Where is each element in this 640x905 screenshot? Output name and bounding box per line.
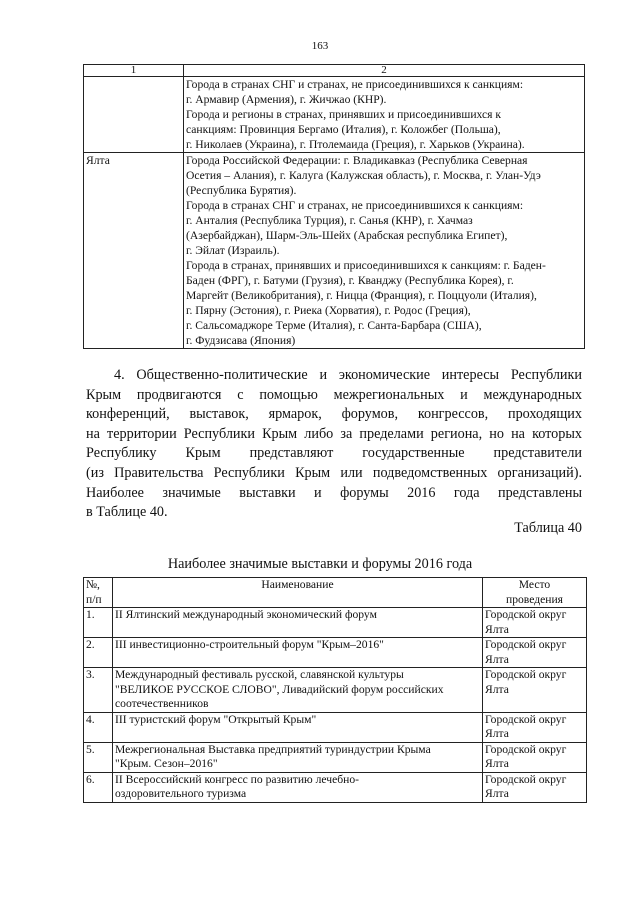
event-place-line: Ялта	[485, 652, 509, 666]
header-name: Наименование	[113, 578, 483, 608]
table-row	[84, 638, 587, 668]
event-place-line: Городской округ	[485, 712, 567, 726]
table-row	[84, 668, 587, 713]
event-name	[113, 772, 483, 802]
city-group-line: г. Сальсомаджоре Терме (Италия), г. Санта-Барбара (США),	[186, 319, 482, 332]
event-name	[113, 712, 483, 742]
event-place-line: Городской округ	[485, 638, 567, 651]
city-group-line: (Азербайджан), Шарм-Эль-Шейх (Арабская республика Египет),	[186, 229, 508, 242]
row-number: 1.	[84, 608, 113, 638]
header-num: №, п/п	[84, 578, 113, 608]
paragraph-line: 4. Общественно-политические и экономические интересы Республики	[114, 367, 582, 383]
event-place-line: Ялта	[485, 622, 509, 636]
paragraph-line: Наиболее значимые выставки и форумы 2016 года представлены	[86, 484, 582, 501]
continued-table	[83, 64, 585, 349]
event-place-line: Городской округ	[485, 742, 567, 756]
city-group-line: г. Николаев (Украина), г. Птолемаида (Греция), г. Харьков (Украина).	[186, 138, 525, 151]
event-name-line: оздоровительного туризма	[115, 787, 247, 800]
table-title: Наиболее значимые выставки и форумы 2016 года	[167, 556, 473, 572]
city-group-line: г. Армавир (Армения), г. Жичжао (КНР).	[186, 93, 387, 106]
event-place	[483, 742, 587, 772]
continued-table-header	[84, 65, 585, 77]
city-group-line: г. Анталия (Республика Турция), г. Санья (КНР), г. Хачмаз	[186, 214, 473, 227]
event-place-line: Городской округ	[485, 668, 567, 681]
paragraph-line: в Таблице 40.	[86, 504, 168, 521]
table-row	[84, 712, 587, 742]
paragraph-line: Республику Крым представляют государственные представители	[86, 445, 582, 462]
header-col-1: 1	[84, 65, 184, 77]
event-name-line: "Крым. Сезон–2016"	[115, 757, 218, 770]
event-name-line: III туристский форум "Открытый Крым"	[115, 712, 317, 726]
events-table-header	[84, 578, 587, 608]
event-place-line: Ялта	[485, 682, 509, 696]
city-group-line: г. Фудзисава (Япония)	[186, 334, 296, 347]
city-group	[186, 107, 582, 152]
event-place-line: Ялта	[485, 787, 509, 800]
city-group	[186, 153, 582, 198]
row-number: 6.	[84, 772, 113, 802]
city-group-line: (Республика Бурятия).	[186, 184, 297, 197]
cities-cell	[184, 77, 585, 153]
events-table	[83, 577, 587, 803]
body-paragraph	[86, 366, 582, 523]
city-group-line: Города и регионы в странах, принявших и присоединившихся к	[186, 108, 502, 121]
row-number: 4.	[84, 712, 113, 742]
event-place-line: Городской округ	[485, 608, 567, 621]
paragraph-line: на территории Республики Крым либо за пределами региона, но на которых	[86, 425, 582, 442]
event-name	[113, 742, 483, 772]
row-number: 3.	[84, 668, 113, 713]
city-cell	[84, 77, 184, 153]
city-group	[186, 198, 582, 258]
city-group	[186, 258, 582, 348]
event-place	[483, 668, 587, 713]
event-name-line: "ВЕЛИКОЕ РУССКОЕ СЛОВО", Ливадийский форум российских	[115, 682, 444, 696]
table-row	[84, 742, 587, 772]
city-group	[186, 77, 582, 107]
row-number: 2.	[84, 638, 113, 668]
city-group-line: санкциям: Провинция Бергамо (Италия), г. Коложбег (Польша),	[186, 123, 501, 136]
header-place: Место проведения	[483, 578, 587, 608]
table-row	[84, 772, 587, 802]
event-place	[483, 772, 587, 802]
event-place	[483, 712, 587, 742]
event-place	[483, 608, 587, 638]
city-group-line: Города в странах, принявших и присоединившихся к санкциям: г. Баден-	[186, 259, 546, 272]
paragraph-line: Крым продвигаются с помощью межрегиональных и международных	[86, 386, 582, 403]
city-group-line: Города в странах СНГ и странах, не присоединившихся к санкциям:	[186, 199, 524, 212]
event-place-line: Ялта	[485, 757, 509, 770]
cities-cell	[184, 153, 585, 349]
paragraph-line: (из Правительства Республики Крым или подведомственных организаций).	[86, 464, 582, 481]
header-col-2: 2	[184, 65, 585, 77]
event-name-line: III инвестиционно-строительный форум "Крым–2016"	[115, 638, 384, 651]
city-group-line: Города Российской Федерации: г. Владикавказ (Республика Северная	[186, 154, 528, 167]
paragraph-line: конференций, выставок, ярмарок, форумов, конгрессов, проходящих	[86, 406, 582, 423]
city-group-line: Осетия – Алания), г. Калуга (Калужская область), г. Москва, г. Улан-Удэ	[186, 169, 541, 182]
city-cell: Ялта	[84, 153, 184, 349]
event-place-line: Ялта	[485, 727, 509, 740]
event-place	[483, 638, 587, 668]
event-name-line: Международный фестиваль русской, славянской культуры	[115, 668, 404, 681]
city-group-line: г. Пярну (Эстония), г. Риека (Хорватия), г. Родос (Греция),	[186, 304, 471, 317]
event-place-line: Городской округ	[485, 772, 567, 786]
city-group-line: Баден (ФРГ), г. Батуми (Грузия), г. Кванджу (Республика Корея), г.	[186, 274, 514, 287]
city-group-line: г. Эйлат (Израиль).	[186, 244, 280, 257]
table-row	[84, 608, 587, 638]
row-number: 5.	[84, 742, 113, 772]
table-row	[84, 77, 585, 153]
city-group-line: Маргейт (Великобритания), г. Ницца (Франция), г. Поццуоли (Италия),	[186, 289, 537, 302]
event-name	[113, 668, 483, 713]
event-name-line: II Ялтинский международный экономический форум	[115, 608, 377, 621]
city-group-line: Города в странах СНГ и странах, не присоединившихся к санкциям:	[186, 78, 524, 91]
page-number: 163	[311, 40, 329, 52]
table-label: Таблица 40	[514, 520, 582, 536]
event-name-line: соотечественников	[115, 697, 209, 710]
event-name-line: Межрегиональная Выставка предприятий туриндустрии Крыма	[115, 742, 431, 756]
event-name	[113, 638, 483, 668]
event-name	[113, 608, 483, 638]
event-name-line: II Всероссийский конгресс по развитию лечебно-	[115, 772, 359, 786]
table-row	[84, 153, 585, 349]
